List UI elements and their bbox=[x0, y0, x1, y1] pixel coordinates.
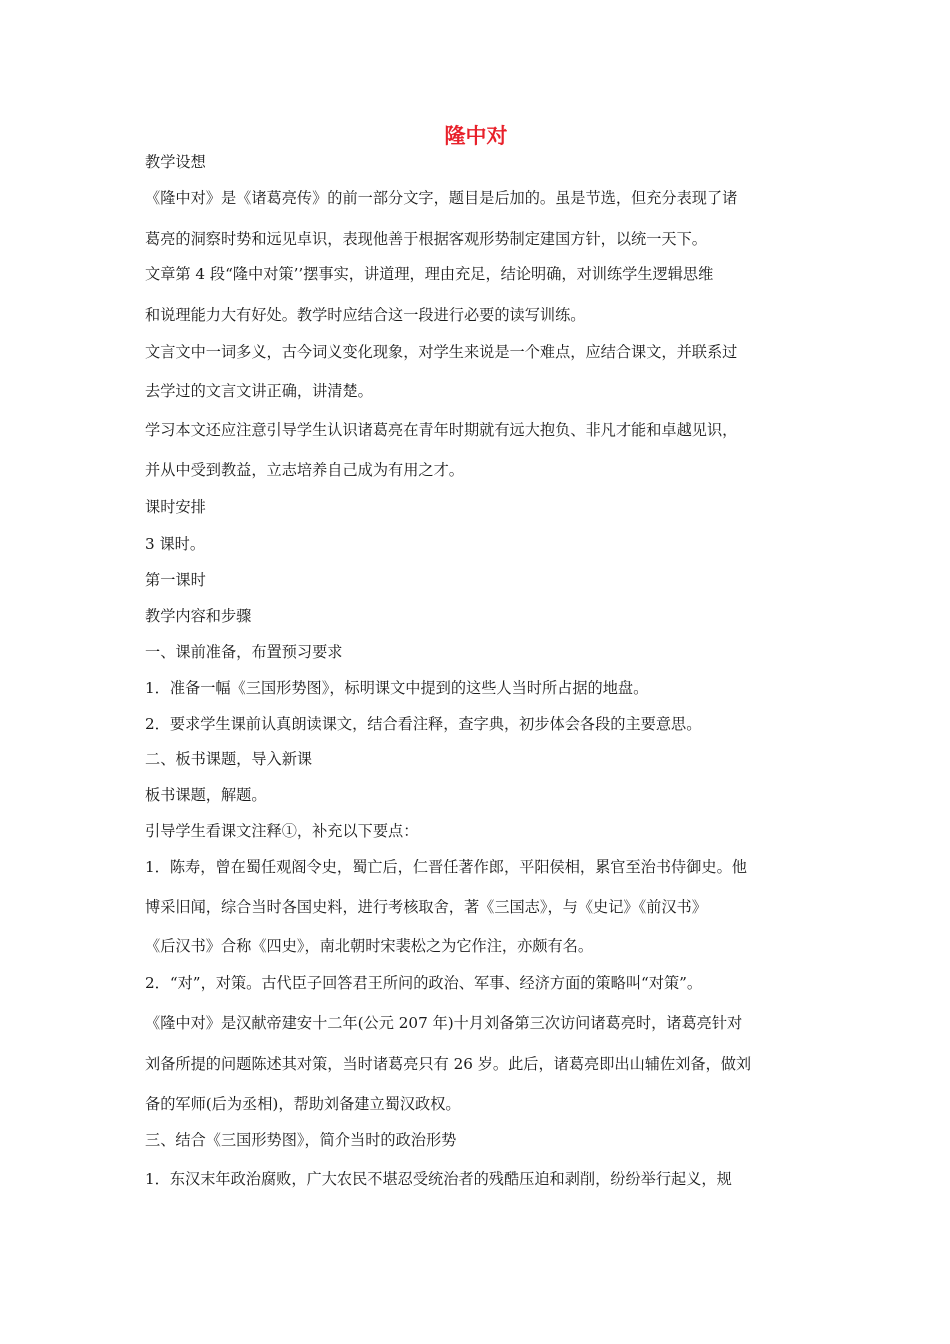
paragraph-line: 《隆中对》是汉献帝建安十二年(公元 207 年)十月刘备第三次访问诸葛亮时，诸葛亮针对 bbox=[145, 1014, 743, 1032]
section-heading-first-lesson: 第一课时 bbox=[145, 571, 206, 589]
paragraph-line: 刘备所提的问题陈述其对策，当时诸葛亮只有 26 岁。此后，诸葛亮即出山辅佐刘备，做刘 bbox=[145, 1055, 752, 1073]
section-heading-content-steps: 教学内容和步骤 bbox=[145, 607, 252, 625]
list-item: 2．“对”，对策。古代臣子回答君王所问的政治、军事、经济方面的策略叫“对策”。 bbox=[145, 974, 703, 992]
list-item: 1．东汉末年政治腐败，广大农民不堪忍受统治者的残酷压迫和剥削，纷纷举行起义，规 bbox=[145, 1170, 732, 1188]
page-title: 隆中对 bbox=[444, 124, 508, 148]
paragraph-line: 《后汉书》合称《四史》，南北朝时宋裴松之为它作注，亦颇有名。 bbox=[145, 937, 594, 955]
paragraph-line: 引导学生看课文注释①，补充以下要点： bbox=[145, 822, 419, 840]
paragraph-line: 博采旧闻，综合当时各国史料，进行考核取舍，著《三国志》，与《史记》《前汉书》 bbox=[145, 898, 707, 916]
list-item: 1．准备一幅《三国形势图》，标明课文中提到的这些人当时所占据的地盘。 bbox=[145, 679, 649, 697]
paragraph-line: 文章第 4 段“隆中对策’’摆事实，讲道理，理由充足，结论明确，对训练学生逻辑思维 bbox=[145, 265, 714, 283]
section-heading-teaching-design: 教学设想 bbox=[145, 153, 206, 171]
paragraph-line: 板书课题，解题。 bbox=[145, 786, 267, 804]
list-item: 1．陈寿，曾在蜀任观阁令史，蜀亡后，仁晋任著作郎，平阳侯相，累官至治书侍御史。他 bbox=[145, 858, 747, 876]
paragraph-line: 文言文中一词多义，古今词义变化现象，对学生来说是一个难点，应结合课文，并联系过 bbox=[145, 343, 738, 361]
paragraph-line: 去学过的文言文讲正确，讲清楚。 bbox=[145, 382, 373, 400]
list-heading: 二、板书课题，导入新课 bbox=[145, 750, 313, 768]
paragraph-line: 《隆中对》是《诸葛亮传》的前一部分文字，题目是后加的。虽是节选，但充分表现了诸 bbox=[145, 189, 738, 207]
paragraph-line: 葛亮的洞察时势和远见卓识，表现他善于根据客观形势制定建国方针，以统一天下。 bbox=[145, 230, 707, 248]
paragraph-line: 并从中受到教益，立志培养自己成为有用之才。 bbox=[145, 461, 464, 479]
paragraph-line: 备的军师(后为丞相)，帮助刘备建立蜀汉政权。 bbox=[145, 1095, 461, 1113]
list-item: 2．要求学生课前认真朗读课文，结合看注释，查字典，初步体会各段的主要意思。 bbox=[145, 715, 702, 733]
paragraph-line: 学习本文还应注意引导学生认识诸葛亮在青年时期就有远大抱负、非凡才能和卓越见识， bbox=[145, 421, 738, 439]
paragraph-line: 3 课时。 bbox=[145, 535, 206, 553]
list-heading: 一、课前准备，布置预习要求 bbox=[145, 643, 343, 661]
list-heading: 三、结合《三国形势图》，简介当时的政治形势 bbox=[145, 1131, 457, 1149]
section-heading-schedule: 课时安排 bbox=[145, 498, 206, 516]
paragraph-line: 和说理能力大有好处。教学时应结合这一段进行必要的读写训练。 bbox=[145, 306, 586, 324]
